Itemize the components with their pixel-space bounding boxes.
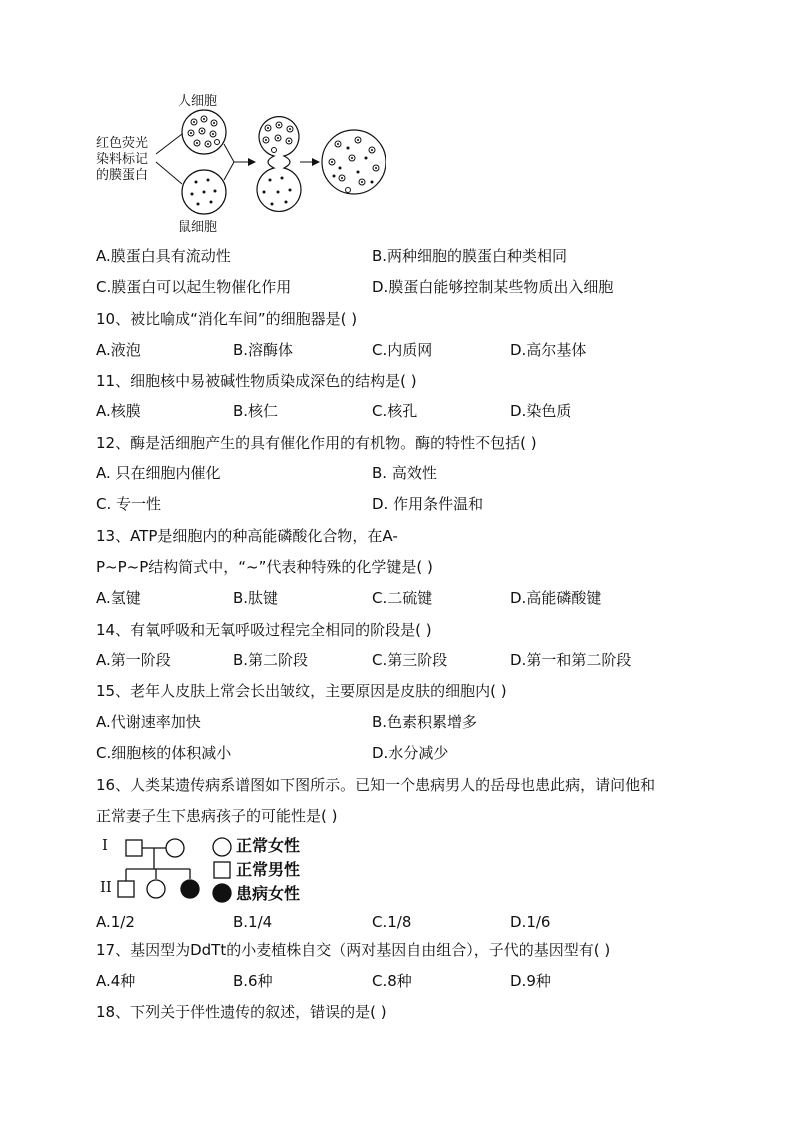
q10-option-c[interactable]: C.内质网 (372, 341, 433, 359)
q15-option-a[interactable]: A.代谢速率加快 (96, 713, 201, 731)
fusing-cells (257, 117, 301, 212)
gen1-male (126, 840, 142, 856)
legend-normal-male-icon (214, 862, 230, 878)
q12-stem: 12、酶是活细胞产生的具有催化作用的有机物。酶的特性不包括( ) (96, 434, 537, 452)
marker-label-line3: 的膜蛋白 (96, 168, 149, 183)
q11-option-c[interactable]: C.核孔 (372, 402, 418, 420)
generation-2-label: II (100, 878, 112, 896)
q16-option-d[interactable]: D.1/6 (510, 913, 551, 931)
q11-option-b[interactable]: B.核仁 (233, 402, 279, 420)
human-cell-label: 人细胞 (178, 94, 218, 109)
q16-option-c[interactable]: C.1/8 (372, 913, 412, 931)
pedigree-chart (96, 834, 336, 906)
gen2-female-affected (181, 880, 199, 898)
q12-option-b[interactable]: B. 高效性 (372, 464, 437, 482)
q10-stem: 10、被比喻成“消化车间”的细胞器是( ) (96, 310, 358, 328)
q9-option-c[interactable]: C.膜蛋白可以起生物催化作用 (96, 278, 292, 296)
q13-stem-line1: 13、ATP是细胞内的种高能磷酸化合物，在A- (96, 527, 398, 545)
q17-option-c[interactable]: C.8种 (372, 972, 412, 990)
q15-stem: 15、老年人皮肤上常会长出皱纹，主要原因是皮肤的细胞内( ) (96, 682, 507, 700)
q10-option-d[interactable]: D.高尔基体 (510, 341, 587, 359)
q9-option-b[interactable]: B.两种细胞的膜蛋白种类相同 (372, 247, 568, 265)
mouse-cell-label: 鼠细胞 (178, 220, 218, 235)
q13-option-a[interactable]: A.氢键 (96, 589, 141, 607)
cell-fusion-diagram (96, 92, 386, 222)
q15-option-b[interactable]: B.色素积累增多 (372, 713, 478, 731)
q13-option-b[interactable]: B.肽键 (233, 589, 279, 607)
q15-option-c[interactable]: C.细胞核的体积减小 (96, 744, 232, 762)
q14-option-c[interactable]: C.第三阶段 (372, 651, 448, 669)
q17-stem: 17、基因型为DdTt的小麦植株自交（两对基因自由组合），子代的基因型有( ) (96, 941, 611, 959)
legend-affected-female: 患病女性 (236, 884, 301, 903)
hybrid-cell (322, 130, 386, 194)
q14-stem: 14、有氧呼吸和无氧呼吸过程完全相同的阶段是( ) (96, 621, 432, 639)
marker-label-line1: 红色荧光 (96, 136, 149, 151)
human-cell (182, 110, 226, 154)
q14-option-b[interactable]: B.第二阶段 (233, 651, 309, 669)
q17-option-b[interactable]: B.6种 (233, 972, 273, 990)
q10-option-b[interactable]: B.溶酶体 (233, 341, 294, 359)
legend-normal-male: 正常男性 (236, 860, 301, 879)
marker-label-line2: 染料标记 (96, 152, 149, 167)
q9-option-a[interactable]: A.膜蛋白具有流动性 (96, 247, 231, 265)
q12-option-a[interactable]: A. 只在细胞内催化 (96, 464, 221, 482)
gen2-female-normal (147, 880, 165, 898)
q17-option-a[interactable]: A.4种 (96, 972, 136, 990)
q10-option-a[interactable]: A.液泡 (96, 341, 141, 359)
q17-option-d[interactable]: D.9种 (510, 972, 551, 990)
q14-option-a[interactable]: A.第一阶段 (96, 651, 171, 669)
q9-option-d[interactable]: D.膜蛋白能够控制某些物质出入细胞 (372, 278, 614, 296)
q13-option-c[interactable]: C.二硫键 (372, 589, 433, 607)
q16-option-a[interactable]: A.1/2 (96, 913, 135, 931)
q18-stem: 18、下列关于伴性遗传的叙述，错误的是( ) (96, 1003, 387, 1021)
generation-1-label: I (102, 836, 108, 854)
q16-stem-line2: 正常妻子生下患病孩子的可能性是( ) (96, 807, 338, 825)
legend-normal-female: 正常女性 (236, 836, 301, 855)
legend-affected-female-icon (213, 884, 231, 902)
gen2-male (118, 881, 134, 897)
legend-normal-female-icon (213, 838, 231, 856)
q16-stem-line1: 16、人类某遗传病系谱图如下图所示。已知一个患病男人的岳母也患此病，请问他和 (96, 776, 656, 794)
q11-option-d[interactable]: D.染色质 (510, 402, 572, 420)
q12-option-c[interactable]: C. 专一性 (96, 495, 162, 513)
gen1-female (166, 839, 184, 857)
q13-option-d[interactable]: D.高能磷酸键 (510, 589, 602, 607)
q15-option-d[interactable]: D.水分减少 (372, 744, 449, 762)
mouse-cell (182, 170, 226, 214)
q11-option-a[interactable]: A.核膜 (96, 402, 141, 420)
q12-option-d[interactable]: D. 作用条件温和 (372, 495, 484, 513)
q11-stem: 11、细胞核中易被碱性物质染成深色的结构是( ) (96, 372, 417, 390)
q16-option-b[interactable]: B.1/4 (233, 913, 273, 931)
q14-option-d[interactable]: D.第一和第二阶段 (510, 651, 632, 669)
cell-fusion-figure (96, 92, 386, 234)
q13-stem-line2: P~P~P结构简式中，“~”代表种特殊的化学键是( ) (96, 558, 433, 576)
